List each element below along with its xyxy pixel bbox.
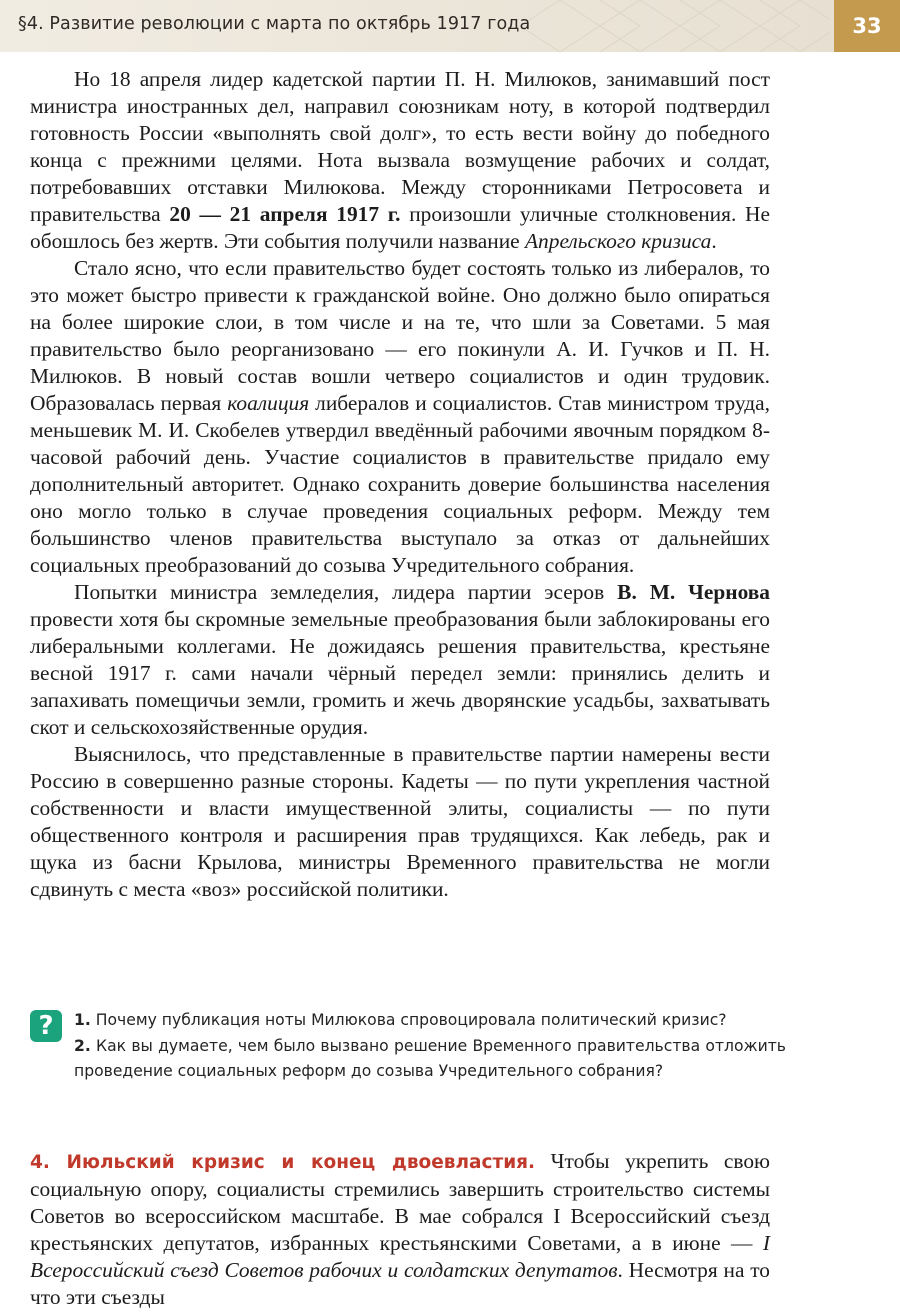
term-emphasis: коалиция <box>227 391 310 415</box>
paragraph-parties: Выяснилось, что представленные в правительстве партии намерены вести Россию в совершенно разные стороны. Кадеты — по пути укрепления частной собственности и власти имущественной элиты, социалисты — по пути общественного контроля и расширения прав трудящихся. Как лебедь, рак и щука из басни Крылова, министры Временного правительства не могли сдвинуть с места «воз» российской политики. <box>30 742 770 901</box>
chapter-title: §4. Развитие революции с марта по октябрь 1917 года <box>18 14 531 34</box>
section-july-crisis <box>30 1148 770 1311</box>
main-text <box>30 66 770 903</box>
text-run: . <box>711 229 717 253</box>
question-mark-icon: ? <box>30 1010 62 1042</box>
text-run: Но 18 апреля лидер кадетской партии П. Н. Милюков, занимавший пост министра иностранных дел, направил союзникам ноту, в которой подтвердил готовность России «выполнять свой долг», то есть вести войну до победного конца с прежними целями. Нота вызвала возмущение рабочих и солдат, потребовавших отставки Милюкова. Между сторонниками Петросовета и правительства <box>30 67 770 226</box>
question-number: 2. <box>74 1036 91 1055</box>
date-emphasis: 20 — 21 апреля 1917 г. <box>169 202 401 226</box>
page-number: 33 <box>834 0 900 52</box>
text-run: Чтобы укрепить свою социальную опору, социалисты стремились завершить строительство системы Советов во всероссийском масштабе. В мае собрался I Всероссийский съезд крестьянских депутатов, избранных крестьянскими Советами, а в июне — <box>30 1149 770 1255</box>
name-emphasis: В. М. Чернова <box>617 580 771 604</box>
paragraph-april-crisis <box>30 66 770 255</box>
text-run: либералов и социалистов. Став министром труда, меньшевик М. И. Скобелев утвердил введённый рабочими явочным порядком 8-часовой рабочий день. Участие социалистов в правительстве придало ему дополнительный авторитет. Однако сохранить доверие большинства населения оно могло только в случае проведения социальных реформ. Между тем большинство членов правительства выступало за отказ от дальнейших социальных преобразований до созыва Учредительного собрания. <box>30 391 770 577</box>
question-item <box>74 1034 786 1085</box>
section-paragraph <box>30 1148 770 1311</box>
text-run: провести хотя бы скромные земельные преобразования были заблокированы его либеральными коллегами. Не дожидаясь решения правительства, крестьяне весной 1917 г. сами начали чёрный передел земли: принялись делить и запахивать помещичьи земли, громить и жечь дворянские усадьбы, захватывать скот и сельскохозяйственные орудия. <box>30 607 770 739</box>
question-item <box>74 1008 786 1034</box>
question-list <box>74 1008 786 1085</box>
text-run: Попытки министра земледелия, лидера партии эсеров <box>74 580 618 604</box>
section-heading: 4. Июльский кризис и конец двоевластия. <box>30 1152 536 1173</box>
text-run: . Несмотря на то что эти съезды <box>30 1258 770 1309</box>
text-run: Стало ясно, что если правительство будет состоять только из либералов, то это может быстро привести к гражданской войне. Оно должно было опираться на более широкие слои, в том числе и на те, что шли за Советами. 5 мая правительство было реорганизовано — его покинули А. И. Гучков и П. Н. Милюков. В новый состав вошли четверо социалистов и один трудовик. Образовалась первая <box>30 256 770 415</box>
question-text: Как вы думаете, чем было вызвано решение Временного правительства отложить проведение социальных реформ до созыва Учредительного собрания? <box>74 1036 786 1080</box>
question-number: 1. <box>74 1011 91 1029</box>
paragraph-coalition <box>30 255 770 579</box>
page-header <box>0 0 900 52</box>
paragraph-land-reform <box>30 579 770 741</box>
text-run: произошли уличные столкновения. Не обошлось без жертв. Эти события получили название <box>30 202 770 253</box>
term-emphasis: Апрельского кризиса <box>524 229 712 253</box>
question-text: Почему публикация ноты Милюкова спровоцировала политический кризис? <box>95 1011 727 1029</box>
term-emphasis: I Всероссийский съезд Советов рабочих и солдатских депутатов <box>30 1231 770 1282</box>
